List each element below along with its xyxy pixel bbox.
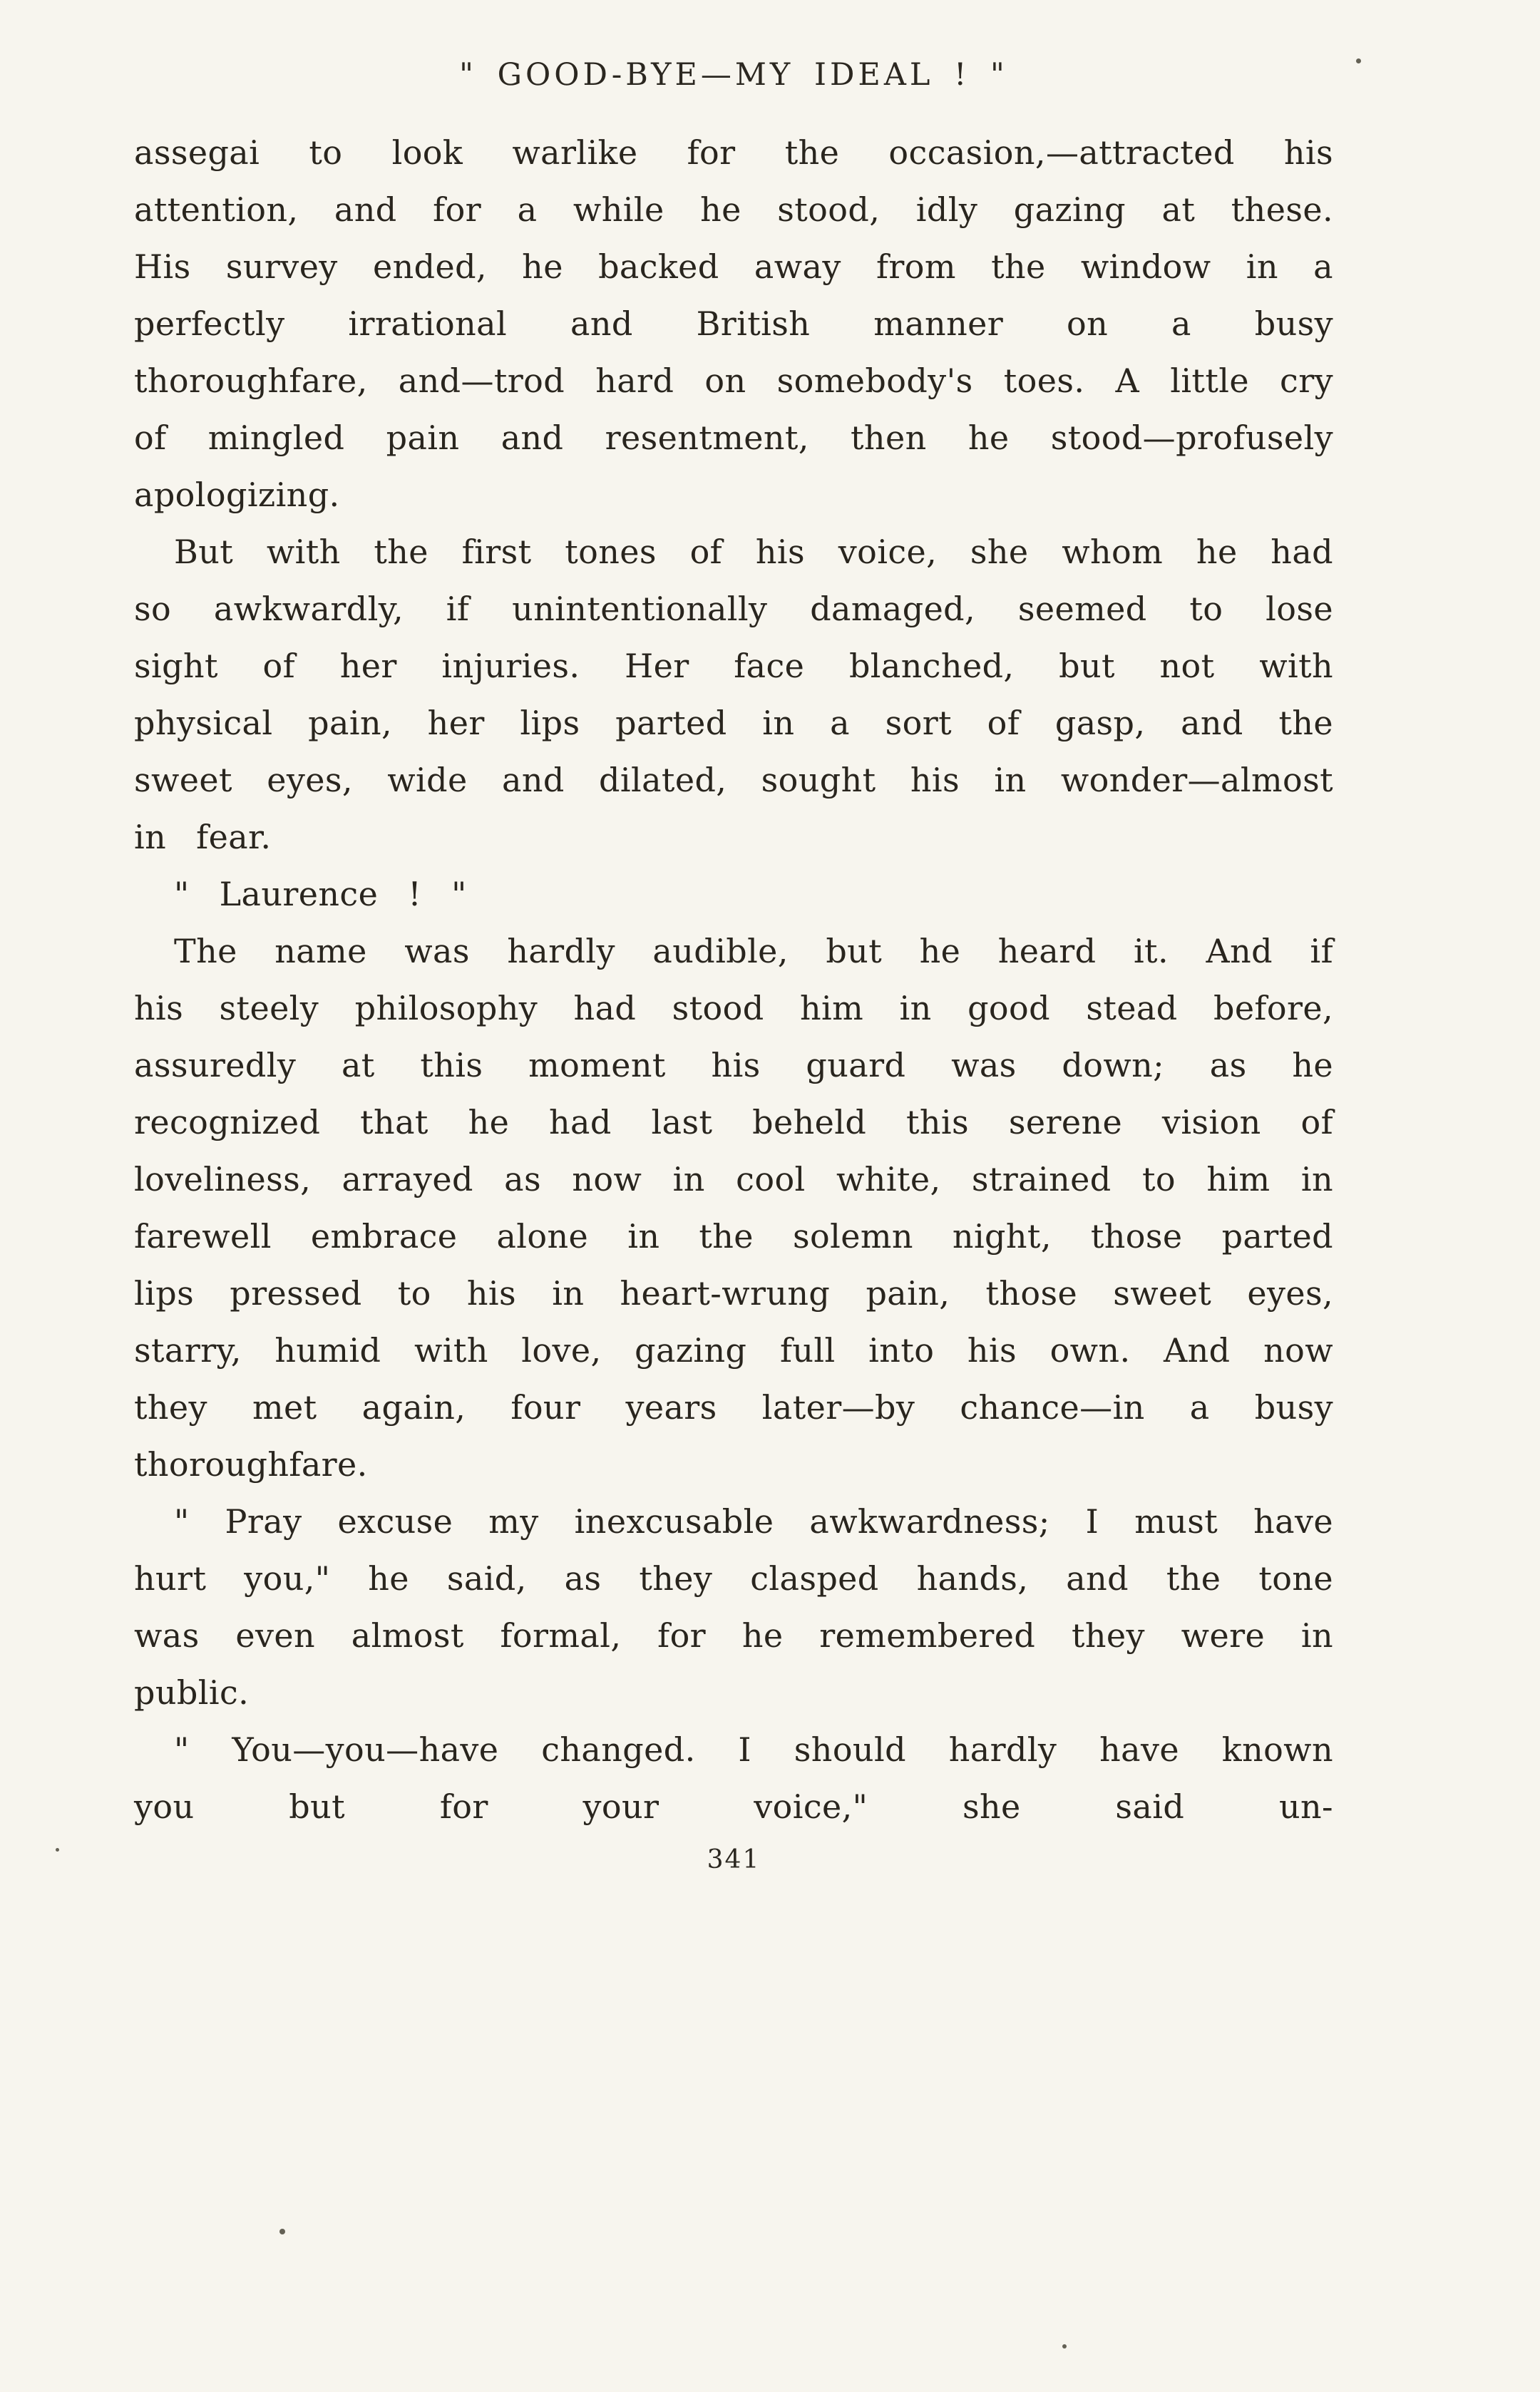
ink-speck (1062, 2344, 1067, 2349)
body-paragraph-dialogue: " Pray excuse my inexcusable awkwardness; I must have hurt you," he said, as they clasped hands, and the tone was even almost formal, for he remembered they were in public. (134, 1502, 1333, 1712)
ink-speck (1356, 58, 1361, 63)
body-paragraph-dialogue: " You—you—have changed. I should hardly have known you but for your voice," she said un- (134, 1730, 1333, 1826)
body-paragraph: The name was hardly audible, but he heard it. And if his steely philosophy had stood him in good stead before, assuredly at this moment his guard was down; as he recognized that he had last beheld this serene vision of loveliness, arrayed as now in cool white, strained to him in farewell embrace alone in the solemn night, those parted lips pressed to his in heart-wrung pain, those sweet eyes, starry, humid with love, gazing full into his own. And now they met again, four years later—by chance—in a busy thoroughfare. (134, 932, 1333, 1484)
page-number: 341 (707, 1845, 761, 1874)
ink-speck (279, 2229, 285, 2234)
running-header-title: " GOOD-BYE—MY IDEAL ! " (459, 57, 1008, 93)
book-page (134, 0, 1333, 1874)
page-body (134, 124, 1333, 1835)
body-paragraph: assegai to look warlike for the occasion,—attracted his attention, and for a while he stood, idly gazing at these. His survey ended, he backed away from the window in a perfectly irrational and British manner on a busy thoroughfare, and—trod hard on somebody's toes. A little cry of mingled pain and resentment, then he stood—profusely apologizing. (134, 133, 1333, 514)
body-paragraph-dialogue: " Laurence ! " (174, 875, 467, 913)
ink-speck (56, 1848, 59, 1852)
body-paragraph: But with the first tones of his voice, she whom he had so awkwardly, if unintentionally damaged, seemed to lose sight of her injuries. Her face blanched, but not with physical pain, her lips parted in a sort of gasp, and the sweet eyes, wide and dilated, sought his in wonder—almost in fear. (134, 533, 1333, 856)
